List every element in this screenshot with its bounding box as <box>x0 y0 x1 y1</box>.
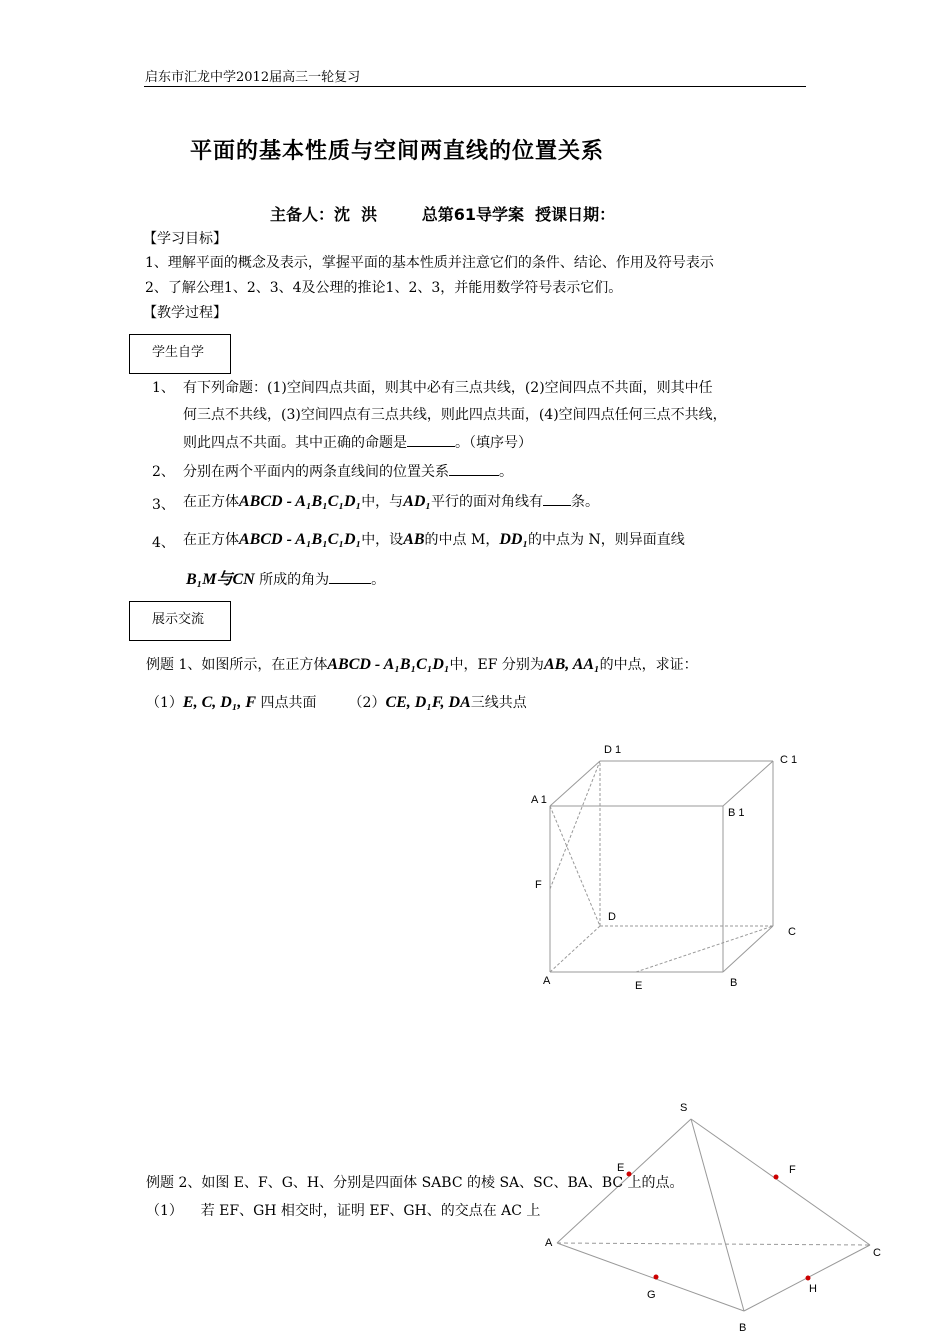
ex1-text-b: 中，EF 分别为 <box>449 657 544 673</box>
ex1-cube-symbol: ABCD - A₁B₁C₁D₁ <box>327 656 450 673</box>
edge-ac <box>557 1243 870 1245</box>
label-D1: D 1 <box>604 744 622 756</box>
point-G <box>654 1275 659 1280</box>
example-1-parts <box>146 692 527 712</box>
q1-line3-tail: 。（填序号） <box>455 435 532 451</box>
q1-line3 <box>183 432 532 452</box>
q4-number: 4、 <box>152 535 175 551</box>
label-G-tetra: G <box>647 1289 656 1301</box>
edge-b1c1 <box>723 761 773 806</box>
q3-answer-blank[interactable] <box>543 491 571 506</box>
label-E-tetra: E <box>617 1162 625 1174</box>
q4-ab-symbol: AB <box>403 531 425 548</box>
objective-2: 2、了解公理1、2、3、4及公理的推论1、2、3，并能用数学符号表示它们。 <box>145 280 623 296</box>
exchange-box <box>129 601 231 641</box>
page-title: 平面的基本性质与空间两直线的位置关系 <box>190 139 605 164</box>
label-C: C <box>788 926 796 938</box>
objective-1: 1、理解平面的概念及表示，掌握平面的基本性质并注意它们的条件、结论、作用及符号表示 <box>145 255 714 271</box>
edge-sb <box>691 1119 744 1311</box>
q3-text-c: 平行的面对角线有 <box>431 494 543 510</box>
example-2-line: 例题 2、如图 E、F、G、H、分别是四面体 SABC 的棱 SA、SC、BA、BC 上的点。 <box>146 1175 684 1191</box>
label-B-tetra: B <box>739 1322 747 1334</box>
q4-lines-symbol: B₁M与CN <box>186 571 255 588</box>
label-B: B <box>730 977 738 989</box>
ex1-part1-num: （1） <box>146 695 183 711</box>
q4-line2 <box>186 566 385 589</box>
label-B1: B 1 <box>728 807 745 819</box>
q4-text-c: 的中点 M， <box>424 532 500 548</box>
q4-line1 <box>183 529 685 549</box>
q3-text-a: 在正方体 <box>183 494 239 510</box>
q2-tail: 。 <box>499 464 513 480</box>
ex1-part2-text: 三线共点 <box>470 695 527 711</box>
ex1-ab-symbol: AB, AA₁ <box>543 656 600 673</box>
q1-line2: 何三点不共线，(3)空间四点有三点共线，则此四点共面，(4)空间四点任何三点不共线， <box>183 407 727 423</box>
q3-number: 3、 <box>152 497 175 513</box>
edge-ad <box>550 926 600 972</box>
author-line: 主备人：沈 洪 总第61导学案 授课日期： <box>270 205 616 224</box>
example-1-line <box>146 654 698 674</box>
edge-sc <box>691 1119 870 1245</box>
label-C1: C 1 <box>780 754 798 766</box>
ex1-part2-num: （2） <box>348 695 386 711</box>
q2-number: 2、 <box>152 464 175 480</box>
self-study-label: 学生自学 <box>152 345 205 360</box>
label-A: A <box>543 975 551 987</box>
ex1-text-c: 的中点，求证： <box>599 657 698 673</box>
self-study-box <box>129 334 231 374</box>
edge-bc <box>723 926 773 972</box>
q4-cube-symbol: ABCD - A₁B₁C₁D₁ <box>239 531 362 548</box>
label-F: F <box>535 879 542 891</box>
point-H <box>806 1276 811 1281</box>
q4-text-a: 在正方体 <box>183 532 239 548</box>
ex1-part2-symbol: CE, D₁F, DA <box>385 694 471 711</box>
q2-answer-blank[interactable] <box>449 461 499 476</box>
q4-dd1-symbol: DD₁ <box>499 531 529 548</box>
segment-a1d-diag <box>550 806 600 926</box>
label-E: E <box>635 980 643 992</box>
objectives-heading: 【学习目标】 <box>143 231 227 247</box>
q3-text-b: 中，与 <box>361 494 404 510</box>
q3-text-d: 条。 <box>571 494 599 510</box>
label-A1: A 1 <box>531 794 547 806</box>
label-C-tetra: C <box>873 1247 881 1259</box>
q1-number: 1、 <box>152 380 175 396</box>
label-F-tetra: F <box>789 1164 796 1176</box>
q4-text-b: 中，设 <box>361 532 404 548</box>
edge-a1d1 <box>550 761 600 806</box>
q4-answer-blank[interactable] <box>329 569 371 584</box>
header-text: 启东市汇龙中学2012届高三一轮复习 <box>145 70 361 85</box>
label-S: S <box>680 1102 688 1114</box>
q3-cube-symbol: ABCD - A₁B₁C₁D₁ <box>239 493 362 510</box>
label-A-tetra: A <box>545 1237 553 1249</box>
q1-answer-blank[interactable] <box>407 432 455 447</box>
example-2-sub: （1） 若 EF、GH 相交时，证明 EF、GH、的交点在 AC 上 <box>146 1203 541 1219</box>
header-rule <box>144 86 806 87</box>
q4-text-d: 的中点为 N，则异面直线 <box>528 532 685 548</box>
q4-text-f: 所成的角为 <box>259 572 330 588</box>
q1-line1: 有下列命题：(1)空间四点共面，则其中必有三点共线，(2)空间四点不共面，则其中任 <box>183 380 713 396</box>
q3-ad1-symbol: AD₁ <box>403 493 431 510</box>
label-H-tetra: H <box>809 1283 817 1295</box>
q2-text: 分别在两个平面内的两条直线间的位置关系 <box>183 464 449 480</box>
ex1-part1-symbol: E, C, D₁, F <box>182 694 257 711</box>
cube-figure <box>520 735 820 1000</box>
point-F <box>774 1175 779 1180</box>
segment-ec <box>636 926 773 972</box>
q2-line <box>183 461 513 481</box>
label-D: D <box>608 911 616 923</box>
q4-text-g: 。 <box>371 572 386 588</box>
tetrahedron-figure <box>530 1095 890 1344</box>
ex1-part1-text: 四点共面 <box>260 695 317 711</box>
q1-line3-text: 则此四点不共面。其中正确的命题是 <box>183 435 407 451</box>
ex1-text-a: 例题 1、如图所示，在正方体 <box>146 657 328 673</box>
exchange-label: 展示交流 <box>152 612 205 627</box>
q3-line <box>183 491 599 511</box>
process-heading: 【教学过程】 <box>143 305 227 321</box>
